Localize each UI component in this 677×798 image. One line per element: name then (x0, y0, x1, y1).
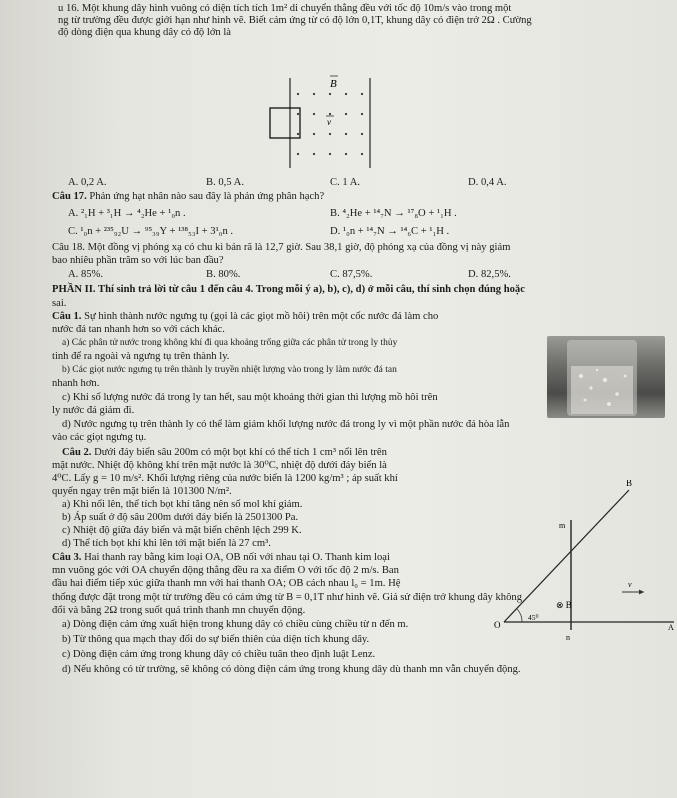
q18-line2: bao nhiêu phần trăm so với lúc ban đầu? (52, 255, 224, 266)
q18-option-a: A. 85%. (68, 269, 104, 280)
q18-option-b: B. 80%. (206, 269, 241, 280)
c1-b2: nhanh hơn. (52, 378, 100, 389)
c3-stem-3: đầu hai điểm tiếp xúc giữa thanh mn với hai thanh OA; OB cách nhau l₀ = 1m. Hệ (52, 578, 401, 589)
c1-d1: d) Nước ngưng tụ trên thành ly có thể làm giảm khối lượng nước đá trong ly vì một phần nước đá hòa lẫn (62, 419, 510, 430)
c2-c: c) Nhiệt độ giữa đáy biển và mặt biển chênh lệch 299 K. (62, 525, 302, 536)
q16-B-label: B (330, 78, 337, 90)
c3-fig-n: n (566, 633, 570, 640)
c3-c: c) Dòng điện cảm ứng trong khung dây có chiều tuân theo định luật Lenz. (62, 649, 376, 660)
c1-c1: c) Khi số lượng nước đá trong ly tan hết, sau một khoảng thời gian thì lượng mồ hôi trên (62, 392, 438, 403)
c3-fig-B-top: B (626, 480, 633, 488)
c1-stem-1 (52, 310, 438, 323)
c2-d: d) Thể tích bọt khí khi lên tới mặt biển là 27 cm³. (62, 538, 271, 549)
q17-option-b: B. ⁴₂He + ¹⁴₇N → ¹⁷₈O + ¹₁H . (330, 208, 457, 219)
c3-stem-1 (52, 551, 390, 564)
c2-stem-1 (62, 446, 387, 459)
c2-stem-4: quyển ngay trên mặt biển là 101300 N/m². (52, 486, 232, 497)
c3-text: Hai thanh ray bằng kim loại OA, OB nối với nhau tại O. Thanh kim loại (81, 552, 390, 563)
c3-rails-figure (492, 480, 677, 640)
c3-fig-Bvec: ⊗ B (556, 600, 572, 610)
c3-a: a) Dòng điện cảm ứng xuất hiện trong khung dây có chiều cùng chiều từ n đến m. (62, 619, 409, 630)
c3-label: Câu 3. (52, 552, 82, 563)
c2-text: Dưới đáy biển sâu 200m có một bọt khí có thể tích 1 cm³ nổi lên trên (91, 447, 387, 458)
c3-fig-v: v (628, 580, 632, 589)
c3-fig-O: O (494, 620, 501, 630)
q17-option-d: D. ¹₀n + ¹⁴₇N → ¹⁴₆C + ¹₁H . (330, 226, 450, 237)
c3-stem-5: đổi và bằng 2Ω trong suốt quá trình thanh mn chuyển động. (52, 605, 306, 616)
c2-b: b) Áp suất ở độ sâu 200m dưới đáy biển là 2501300 Pa. (62, 512, 299, 523)
q17-option-a: A. ²₁H + ³₁H → ⁴₂He + ¹₀n . (68, 208, 186, 219)
q17-text: Phản ứng hạt nhân nào sau đây là phản ứng phân hạch? (86, 191, 325, 202)
c2-label: Câu 2. (62, 447, 92, 458)
c1-a2: tinh để ra ngoài và ngưng tụ trên thành ly. (52, 351, 230, 362)
q16-option-a: A. 0,2 A. (68, 177, 107, 188)
q16-option-d: D. 0,4 A. (468, 177, 507, 188)
q16-line3: độ dòng điện qua khung dây có độ lớn là (58, 27, 232, 38)
q17-stem (52, 190, 324, 203)
q16-magnetic-field-figure (268, 68, 372, 168)
q16-option-c: C. 1 A. (330, 177, 361, 188)
q18-option-c: C. 87,5%. (330, 269, 373, 280)
q16-line1: u 16. Một khung dây hình vuông có diện tích tích 1m² di chuyển thẳng đều với tốc độ 10m/s vào trong một (58, 3, 512, 14)
q17-label: Câu 17. (52, 191, 87, 202)
q16-line2: ng từ trường đều được giới hạn như hình vẽ. Biết cảm ứng từ có độ lớn 0,1T, khung dây có điện trở 2Ω . Cường (58, 15, 532, 26)
c1-b1: b) Các giọt nước ngưng tụ trên thành ly truyền nhiệt lượng vào trong ly làm nước đá tan (62, 365, 397, 375)
c2-a: a) Khi nổi lên, thể tích bọt khí tăng nên số mol khí giảm. (62, 499, 303, 510)
ice-glass-photo (547, 336, 665, 418)
c1-stem-2: nước đá tan nhanh hơn so với cách khác. (52, 324, 225, 335)
part2-heading: PHẦN II. Thí sinh trả lời từ câu 1 đến câu 4. Trong mỗi ý a), b), c), d) ở mỗi câu, thí sinh chọn đúng hoặc (52, 284, 525, 295)
c2-stem-2: mặt nước. Nhiệt độ không khí trên mặt nước là 30⁰C, nhiệt độ dưới đáy biển là (52, 460, 387, 471)
part2-heading-cont: sai. (52, 298, 67, 309)
c3-d: d) Nếu không có từ trường, sẽ không có dòng điện cảm ứng trong khung dây dù thanh mn vẫn chuyển động. (62, 664, 521, 675)
c1-d2: vào các giọt ngưng tụ. (52, 432, 147, 443)
c3-b: b) Từ thông qua mạch thay đổi do sự biến thiên của diện tích khung dây. (62, 634, 370, 645)
c1-text: Sự hình thành nước ngưng tụ (gọi là các giọt mồ hôi) trên một cốc nước đá làm cho (81, 311, 439, 322)
q18-line1: Câu 18. Một đồng vị phóng xạ có chu kì bán rã là 12,7 giờ. Sau 38,1 giờ, độ phóng xạ của đồng vị này giảm (52, 242, 511, 253)
c3-fig-A: A (668, 623, 674, 632)
c1-label: Câu 1. (52, 311, 82, 322)
c3-stem-4: thống được đặt trong một từ trường đều có cảm ứng từ B = 0,1T như hình vẽ. Giả sử điện trở khung dây không (52, 592, 522, 603)
c3-fig-angle: 45⁰ (528, 613, 539, 622)
c3-fig-m: m (559, 521, 566, 530)
q16-option-b: B. 0,5 A. (206, 177, 244, 188)
q17-option-c: C. ¹₀n + ²³⁵₉₂U → ⁹⁵₃₉Y + ¹³⁸₅₃I + 3¹₀n . (68, 226, 234, 237)
c2-stem-3: 4⁰C. Lấy g = 10 m/s². Khối lượng riêng của nước biển là 1200 kg/m³ ; áp suất khí (52, 473, 398, 484)
q18-option-d: D. 82,5%. (468, 269, 511, 280)
c1-c2: ly nước đá giảm đi. (52, 405, 135, 416)
c3-stem-2: mn vuông góc với OA chuyển động thẳng đều ra xa điểm O với tốc độ 2 m/s. Ban (52, 565, 399, 576)
c1-a1: a) Các phân tử nước trong không khí đi qua khoảng trống giữa các phân tử trong ly thủy (62, 338, 398, 348)
q16-v-label: v (327, 117, 331, 127)
